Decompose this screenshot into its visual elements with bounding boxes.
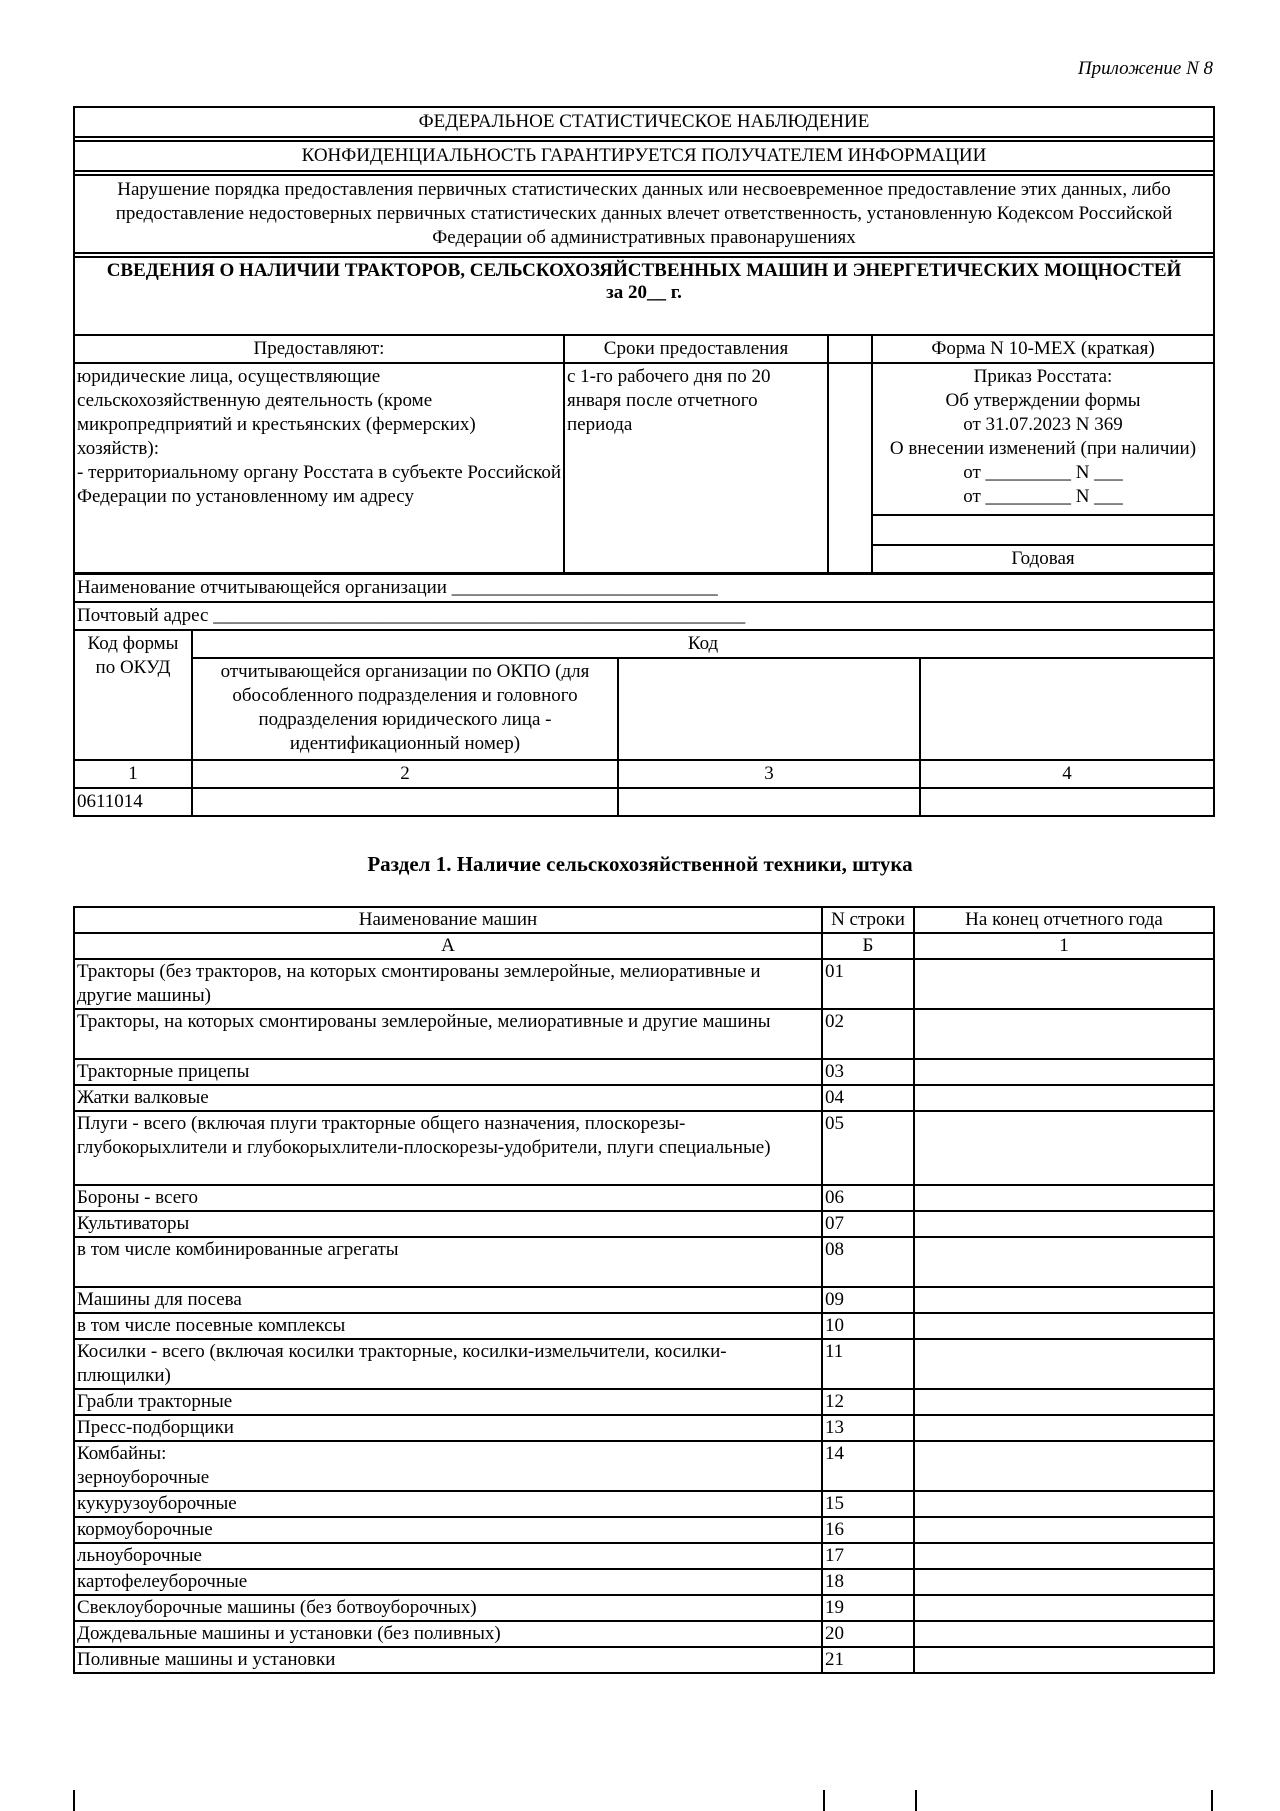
row-number: 15	[822, 1491, 914, 1517]
machine-name: картофелеуборочные	[74, 1569, 822, 1595]
blank-cell	[920, 658, 1214, 760]
year-end-value-input[interactable]	[914, 1059, 1214, 1085]
section-1-body	[74, 959, 1214, 1673]
row-number: 12	[822, 1389, 914, 1415]
violation-notice: Нарушение порядка предоставления первичных статистических данных или несвоевременное предоставление этих данных, либо предоставление недостоверных первичных статистических данных влечет ответственность, установленную Кодексом Российской Федерации об административных правонарушениях	[74, 175, 1214, 253]
code-label: Код	[192, 630, 1214, 658]
col-number-4: 4	[920, 760, 1214, 788]
deadline-text: с 1-го рабочего дня по 20 января после отчетного периода	[564, 363, 828, 573]
row-number: 14	[822, 1441, 914, 1491]
org-name-label: Наименование отчитывающейся организации	[77, 577, 447, 598]
blank-cell	[872, 515, 1214, 545]
row-number: 17	[822, 1543, 914, 1569]
year-end-value-input[interactable]	[914, 1517, 1214, 1543]
year-end-value-input[interactable]	[914, 1621, 1214, 1647]
spacer-cell	[828, 335, 872, 363]
machine-name: Тракторы, на которых смонтированы землеройные, мелиоративные и другие машины	[74, 1009, 822, 1059]
row-number: 07	[822, 1211, 914, 1237]
meta-table	[73, 334, 1215, 574]
blank-cell	[618, 658, 920, 760]
table-row	[74, 1595, 1214, 1621]
year-end-value-input[interactable]	[914, 1389, 1214, 1415]
year-end-value-input[interactable]	[914, 1595, 1214, 1621]
machine-name: кормоуборочные	[74, 1517, 822, 1543]
table-row	[74, 1339, 1214, 1389]
row-number: 03	[822, 1059, 914, 1085]
machine-name: Косилки - всего (включая косилки тракторные, косилки-измельчители, косилки-плющилки)	[74, 1339, 822, 1389]
row-number: 04	[822, 1085, 914, 1111]
table-row	[74, 1085, 1214, 1111]
year-end-value-input[interactable]	[914, 1647, 1214, 1673]
org-name-row	[74, 574, 1214, 602]
okud-value: 0611014	[74, 788, 192, 816]
okpo-input[interactable]	[192, 788, 618, 816]
row-number: 06	[822, 1185, 914, 1211]
row-number: 01	[822, 959, 914, 1009]
row-number: 08	[822, 1237, 914, 1287]
year-end-value-input[interactable]	[914, 1569, 1214, 1595]
section-1-title: Раздел 1. Наличие сельскохозяйственной техники, штука	[367, 852, 913, 876]
machine-name: льноуборочные	[74, 1543, 822, 1569]
row-number: 18	[822, 1569, 914, 1595]
table-row	[74, 1313, 1214, 1339]
machine-name: Пресс-подборщики	[74, 1415, 822, 1441]
table-row	[74, 1543, 1214, 1569]
table-row	[74, 1009, 1214, 1059]
col-number-2: 2	[192, 760, 618, 788]
row-number: 13	[822, 1415, 914, 1441]
okpo-label: отчитывающейся организации по ОКПО (для обособленного подразделения и головного подразделения юридического лица - идентификационный номер)	[192, 658, 618, 760]
col-number-3: 3	[618, 760, 920, 788]
table-row	[74, 1441, 1214, 1491]
year-end-value-input[interactable]	[914, 1491, 1214, 1517]
machine-name: Дождевальные машины и установки (без поливных)	[74, 1621, 822, 1647]
row-number: 11	[822, 1339, 914, 1389]
machine-name: в том числе посевные комплексы	[74, 1313, 822, 1339]
year-end-value-input[interactable]	[914, 1111, 1214, 1185]
machine-name: Свеклоуборочные машины (без ботвоуборочных)	[74, 1595, 822, 1621]
section-1-table	[73, 906, 1215, 1674]
divider	[915, 1790, 917, 1811]
spacer-cell	[828, 363, 872, 573]
order-text: Приказ Росстата: Об утверждении формы от 31.07.2023 N 369 О внесении изменений (при наличии) от _________ N ___ от _________ N ___	[872, 363, 1214, 515]
machine-name: Бороны - всего	[74, 1185, 822, 1211]
form-title: СВЕДЕНИЯ О НАЛИЧИИ ТРАКТОРОВ, СЕЛЬСКОХОЗЯЙСТВЕННЫХ МАШИН И ЭНЕРГЕТИЧЕСКИХ МОЩНОСТЕЙ	[106, 260, 1182, 281]
table-row	[74, 1287, 1214, 1313]
machine-name: Поливные машины и установки	[74, 1647, 822, 1673]
machine-name: Машины для посева	[74, 1287, 822, 1313]
form-period: за 20__ г.	[606, 282, 682, 303]
col-number-1: 1	[74, 760, 192, 788]
subheader-a: А	[74, 933, 822, 959]
deadline-header: Сроки предоставления	[564, 335, 828, 363]
year-end-value-input[interactable]	[914, 1185, 1214, 1211]
table-row	[74, 1111, 1214, 1185]
machine-name: Грабли тракторные	[74, 1389, 822, 1415]
header-table	[73, 106, 1215, 336]
col-header-row-number: N строки	[822, 907, 914, 933]
table-row	[74, 1389, 1214, 1415]
year-end-value-input[interactable]	[914, 1441, 1214, 1491]
table-row	[74, 1517, 1214, 1543]
row-number: 16	[822, 1517, 914, 1543]
col-header-year-end: На конец отчетного года	[914, 907, 1214, 933]
table-row	[74, 1211, 1214, 1237]
year-end-value-input[interactable]	[914, 1237, 1214, 1287]
machine-name: Комбайны: зерноуборочные	[74, 1441, 822, 1491]
row-number: 21	[822, 1647, 914, 1673]
row-number: 19	[822, 1595, 914, 1621]
year-end-value-input[interactable]	[914, 959, 1214, 1009]
table-row	[74, 1059, 1214, 1085]
row-number: 09	[822, 1287, 914, 1313]
year-end-value-input[interactable]	[914, 1415, 1214, 1441]
table-row	[74, 1237, 1214, 1287]
subheader-1: 1	[914, 933, 1214, 959]
table-row	[74, 1185, 1214, 1211]
table-continuation	[73, 1790, 1213, 1811]
okud-label: Код формы по ОКУД	[74, 630, 192, 760]
table-row	[74, 1647, 1214, 1673]
table-row	[74, 959, 1214, 1009]
col-header-name: Наименование машин	[74, 907, 822, 933]
federal-observation: ФЕДЕРАЛЬНОЕ СТАТИСТИЧЕСКОЕ НАБЛЮДЕНИЕ	[74, 107, 1214, 137]
row-number: 20	[822, 1621, 914, 1647]
confidentiality-notice: КОНФИДЕНЦИАЛЬНОСТЬ ГАРАНТИРУЕТСЯ ПОЛУЧАТЕЛЕМ ИНФОРМАЦИИ	[74, 141, 1214, 171]
year-end-value-input[interactable]	[914, 1339, 1214, 1389]
form-title-cell	[74, 257, 1214, 335]
postal-address-label: Почтовый адрес	[77, 605, 209, 626]
provide-text: юридические лица, осуществляющие сельскохозяйственную деятельность (кроме микропредприятий и крестьянских (фермерских) хозяйств): - территориальному органу Росстата в субъекте Российской Федерации по установленному им адресу	[74, 363, 564, 573]
row-number: 10	[822, 1313, 914, 1339]
org-name-input-line[interactable]: ____________________________	[451, 577, 718, 598]
machine-name: Культиваторы	[74, 1211, 822, 1237]
machine-name: Плуги - всего (включая плуги тракторные общего назначения, плоскорезы-глубокорыхлители и глубокорыхлители-плоскорезы-удобрители, плуги специальные)	[74, 1111, 822, 1185]
year-end-value-input[interactable]	[914, 1543, 1214, 1569]
row-number: 02	[822, 1009, 914, 1059]
subheader-b: Б	[822, 933, 914, 959]
machine-name: Тракторные прицепы	[74, 1059, 822, 1085]
machine-name: Тракторы (без тракторов, на которых смонтированы землеройные, мелиоративные и другие машины)	[74, 959, 822, 1009]
annual-label: Годовая	[872, 545, 1214, 573]
table-row	[74, 1415, 1214, 1441]
code-input-3[interactable]	[618, 788, 920, 816]
divider	[823, 1790, 825, 1811]
year-end-value-input[interactable]	[914, 1009, 1214, 1059]
appendix-label: Приложение N 8	[1077, 58, 1213, 79]
year-end-value-input[interactable]	[914, 1287, 1214, 1313]
year-end-value-input[interactable]	[914, 1085, 1214, 1111]
table-row	[74, 1491, 1214, 1517]
year-end-value-input[interactable]	[914, 1313, 1214, 1339]
postal-address-input-line[interactable]: ________________________________________________________	[213, 605, 746, 626]
postal-address-row	[74, 602, 1214, 630]
code-input-4[interactable]	[920, 788, 1214, 816]
year-end-value-input[interactable]	[914, 1211, 1214, 1237]
machine-name: кукурузоуборочные	[74, 1491, 822, 1517]
table-row	[74, 1569, 1214, 1595]
machine-name: в том числе комбинированные агрегаты	[74, 1237, 822, 1287]
table-row	[74, 1621, 1214, 1647]
provide-header: Предоставляют:	[74, 335, 564, 363]
form-number-header: Форма N 10-МЕХ (краткая)	[872, 335, 1214, 363]
org-table	[73, 573, 1215, 817]
machine-name: Жатки валковые	[74, 1085, 822, 1111]
row-number: 05	[822, 1111, 914, 1185]
